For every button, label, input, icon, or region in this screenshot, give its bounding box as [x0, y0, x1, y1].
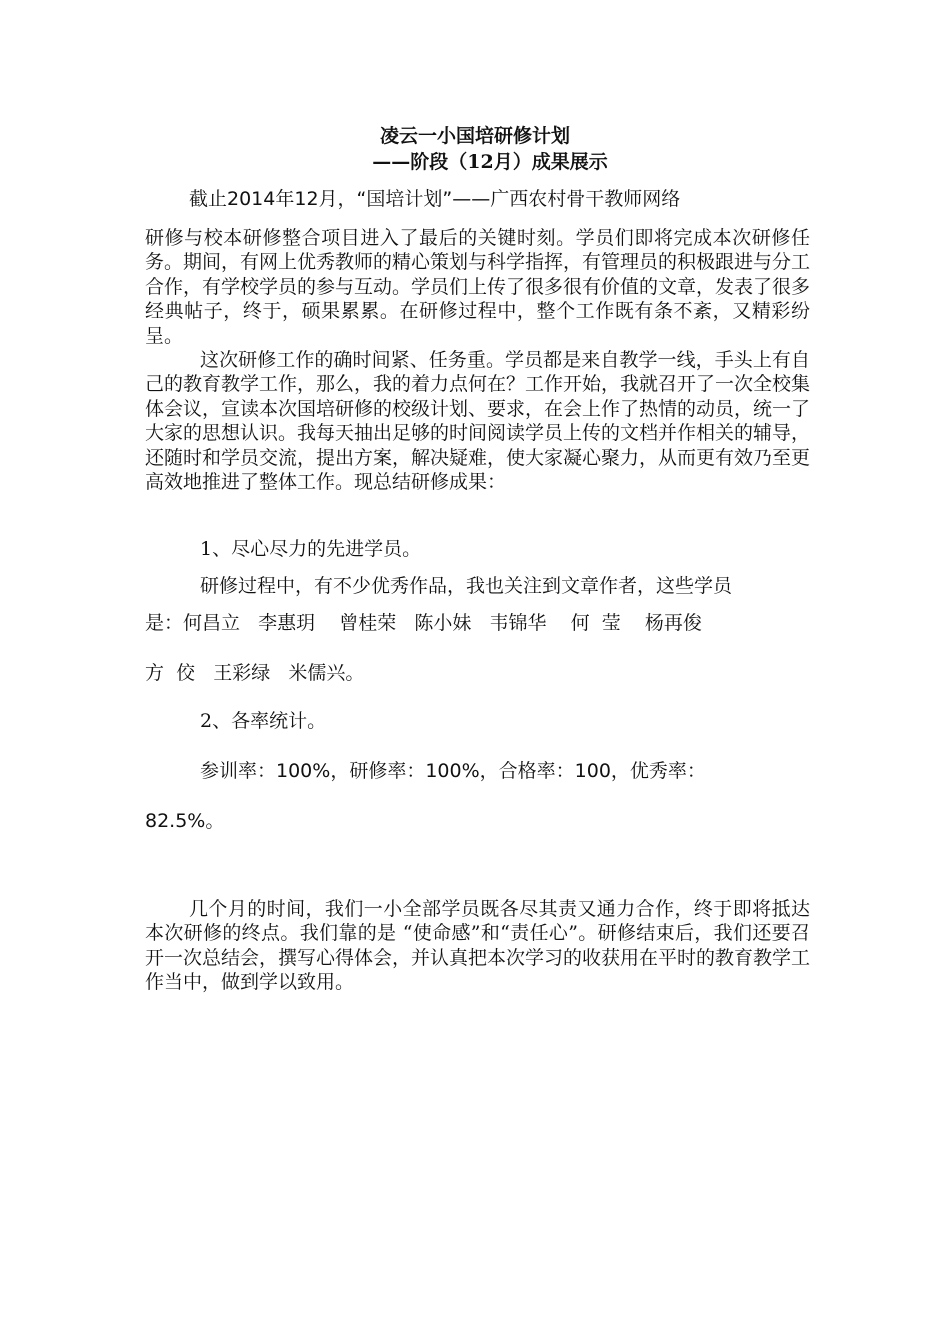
- section-2-rates-line-2: 82.5%。: [145, 810, 225, 832]
- paragraph-work-summary: 这次研修工作的确时间紧、任务重。学员都是来自教学一线，手头上有自己的教育教学工作，那么，我的着力点何在？工作开始，我就召开了一次全校集体会议，宣读本次国培研修的校级计划、要求，在会上作了热情的动员，统一了大家的思想认识。我每天抽出足够的时间阅读学员上传的文档并作相关的辅导，还随时和学员交流，提出方案，解决疑难，使大家凝心聚力，从而更有效乃至更高效地推进了整体工作。现总结研修成果：: [145, 349, 811, 494]
- section-1-text-line-1: 研修过程中，有不少优秀作品，我也关注到文章作者，这些学员: [200, 575, 733, 597]
- section-1-names-line-3: 方 佼 王彩绿 米儒兴。: [145, 662, 365, 684]
- document-title: 凌云一小国培研修计划: [379, 125, 570, 147]
- section-2-heading: 2、各率统计。: [200, 710, 327, 732]
- paragraph-conclusion: 几个月的时间，我们一小全部学员既各尽其责又通力合作，终于即将抵达本次研修的终点。我们靠的是 “使命感”和“责任心”。研修结束后，我们还要召开一次总结会，撰写心得体会，并认真把本次学习的收获用在平时的教育教学工作当中，做到学以致用。: [145, 898, 811, 994]
- document-subtitle: ——阶段（12月）成果展示: [372, 151, 608, 173]
- section-1-names-line-2: 是：何昌立 李惠玥 曾桂荣 陈小妹 韦锦华 何 莹 杨再俊: [145, 612, 702, 634]
- section-2-rates-line-1: 参训率：100%，研修率：100%，合格率：100，优秀率：: [200, 760, 706, 782]
- section-1-heading: 1、尽心尽力的先进学员。: [200, 538, 422, 560]
- paragraph-intro: 研修与校本研修整合项目进入了最后的关键时刻。学员们即将完成本次研修任务。期间，有网上优秀教师的精心策划与科学指挥，有管理员的积极跟进与分工合作，有学校学员的参与互动。学员们上传了很多很有价值的文章，发表了很多经典帖子，终于，硕果累累。在研修过程中，整个工作既有条不紊，又精彩纷呈。: [145, 227, 811, 347]
- paragraph-intro-first-line: 截止2014年12月，“国培计划”——广西农村骨干教师网络: [189, 188, 681, 210]
